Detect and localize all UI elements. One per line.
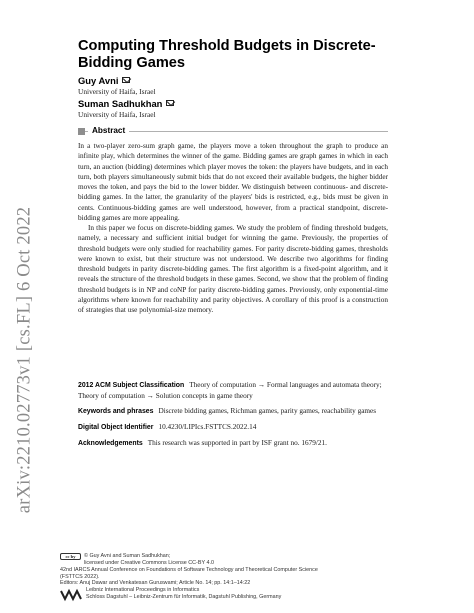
doi-link[interactable]: 10.4230/LIPIcs.FSTTCS.2022.14 (158, 423, 257, 431)
ack-label: Acknowledgements (78, 440, 143, 447)
abstract-marker (78, 128, 85, 135)
doi (78, 422, 388, 433)
footer-editors: Editors: Anuj Dawar and Venkatesan Guruswami; Article No. 14; pp. 14:1–14:22 (60, 580, 251, 587)
footer-copyright: © Guy Avni and Suman Sadhukhan; (84, 553, 171, 559)
acm-classification (78, 380, 388, 402)
cc-license-badge[interactable]: cc by (60, 553, 81, 560)
keywords-text: Discrete bidding games, Richman games, parity games, reachability games (158, 407, 377, 415)
abstract-header (78, 127, 388, 137)
author-2-name: Suman Sadhukhan (78, 98, 163, 109)
footer-conference-short: (FSTTCS 2022). (60, 573, 100, 580)
acknowledgements (78, 438, 388, 449)
footer-lipics-name: Leibniz International Proceedings in Informatics (86, 587, 200, 593)
footer-publisher (86, 587, 281, 600)
keywords (78, 406, 388, 417)
footer-conference-name: 42nd IARCS Annual Conference on Foundations of Software Technology and Theoretical Computer Science (60, 567, 318, 573)
author-1-name: Guy Avni (78, 75, 119, 86)
paper-title: Computing Threshold Budgets in Discrete-Bidding Games (78, 38, 376, 71)
ack-text: This research was supported in part by ISF grant no. 1679/21. (147, 439, 327, 447)
footer-dagstuhl: Schloss Dagstuhl – Leibniz-Zentrum für Informatik, Dagstuhl Publishing, Germany (86, 593, 282, 600)
arxiv-identifier (10, 160, 40, 560)
author-1 (78, 75, 130, 86)
email-icon[interactable] (166, 100, 174, 106)
doi-label: Digital Object Identifier (78, 424, 154, 431)
abstract-paragraph-1: In a two-player zero-sum graph game, the players move a token throughout the graph to produce an infinite play, which determines the winner of the game. Bidding games are graph games in which in each turn, an auction (bidding) determines which player moves the token: the players have budgets, and in each turn, both players simultaneously submit bids that do not exceed their available budgets, the higher bidder moves the token, and pays the bid to the lower bidder. We distinguish between continuous- and discrete-bidding games. In the latter, the granularity of the players' bids is restricted, e.g., bids must be given in cents. Continuous-bidding games are well understood, however, from a practical standpoint, discrete-bidding games are more appealing. (78, 142, 388, 222)
email-icon[interactable] (122, 77, 130, 83)
author-2 (78, 98, 174, 109)
abstract-label: Abstract (88, 126, 129, 135)
footer-conference (60, 567, 360, 587)
footer-license-text: licensed under Creative Commons License CC-BY 4.0 (84, 559, 214, 566)
arxiv-identifier-text: arXiv:2210.02773v1 [cs.FL] 6 Oct 2022 (14, 206, 35, 514)
acm-label: 2012 ACM Subject Classification (78, 382, 185, 389)
author-1-affiliation: University of Haifa, Israel (78, 87, 156, 96)
abstract-body (78, 141, 388, 315)
lipics-logo-icon (60, 588, 84, 602)
author-2-affiliation: University of Haifa, Israel (78, 110, 156, 119)
keywords-label: Keywords and phrases (78, 408, 154, 415)
abstract-paragraph-2: In this paper we focus on discrete-bidding games. We study the problem of finding threshold budgets, namely, a necessary and sufficient initial budget for winning the game. Previously, the properties of threshold budgets were only studied for reachability games. For parity discrete-bidding games, thresholds were known to exist, but their structure was not understood. We describe two algorithms for finding threshold budgets in parity discrete-bidding games. The first algorithm is a fixed-point algorithm, and it reveals the structure of the threshold budgets in these games. Second, we show that the problem of finding threshold budgets is in NP and coNP for parity discrete-bidding games. Previously, only exponential-time algorithms where known for reachability and parity objectives. A corollary of this proof is a construction of strategies that use polynomial-size memory. (78, 224, 388, 314)
footer-license (60, 553, 384, 566)
acm-text: Theory of computation → Formal languages and automata theory; Theory of computation → Solution concepts in game theory (78, 381, 382, 401)
